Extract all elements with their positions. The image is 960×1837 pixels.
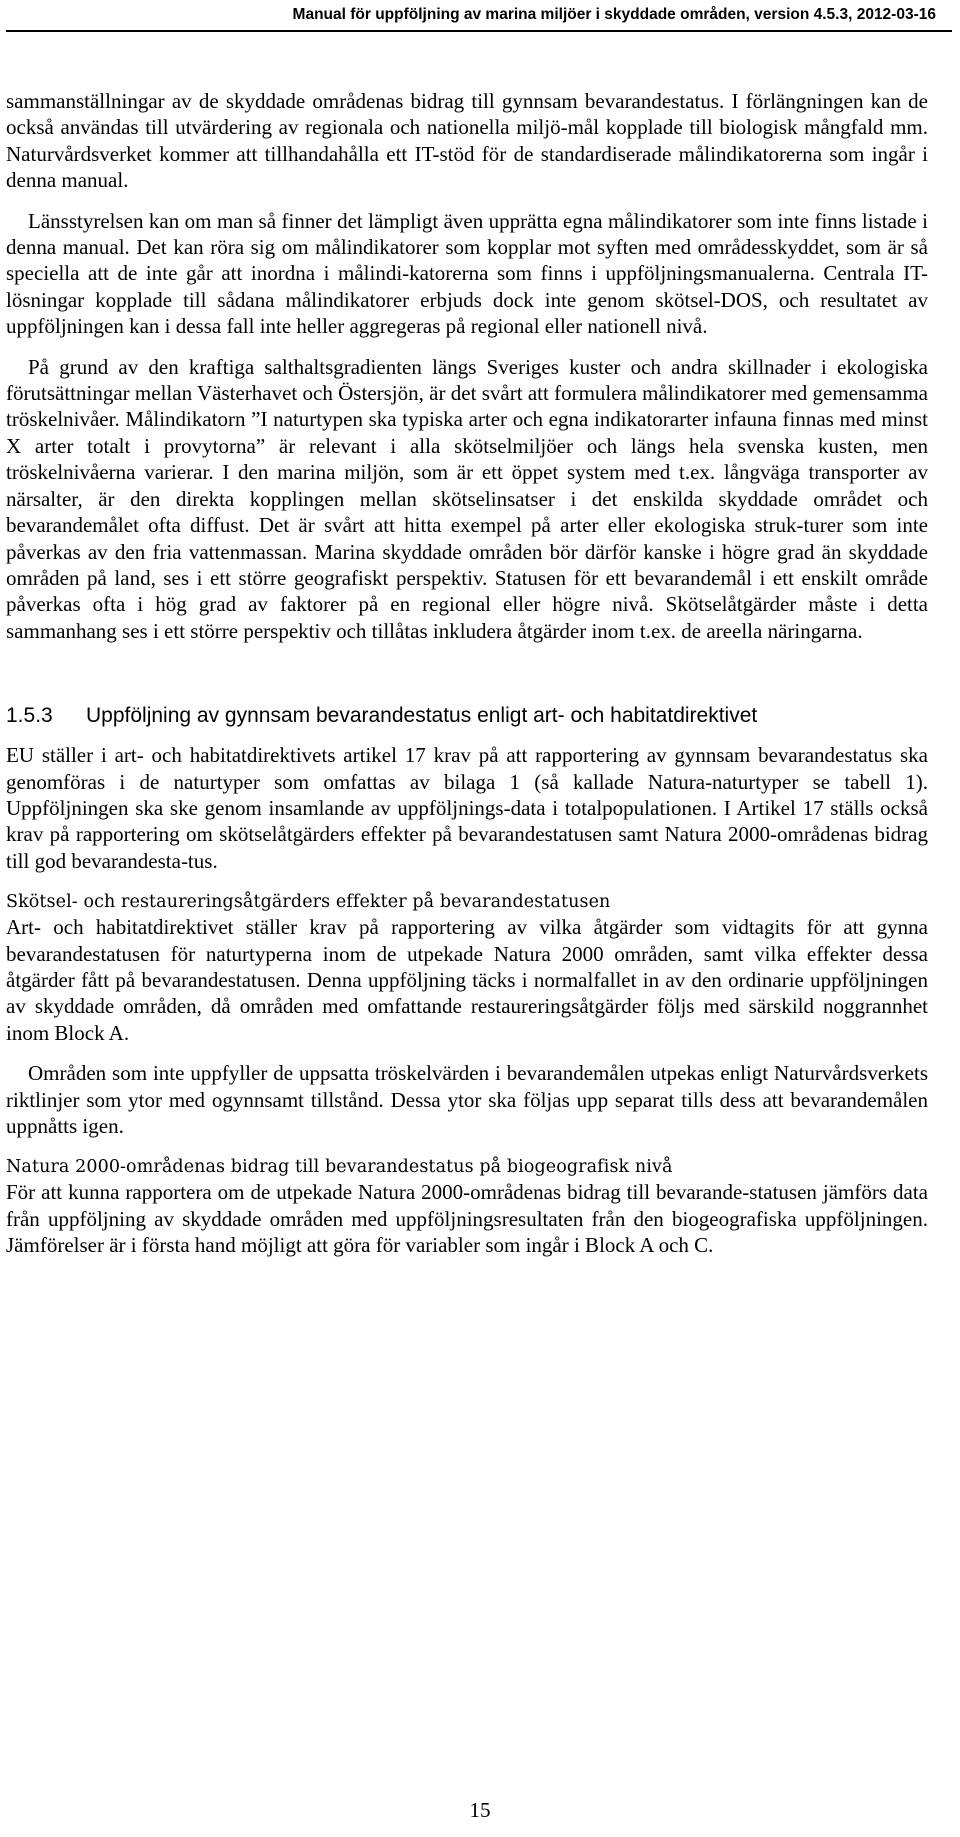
section-title: Uppföljning av gynnsam bevarandestatus enligt art- och habitatdirektivet (86, 704, 758, 728)
section-number: 1.5.3 (6, 704, 53, 728)
paragraph-county-indicators: Länsstyrelsen kan om man så finner det lämpligt även upprätta egna målindikatorer som inte finns listade i denna manual. Det kan röra sig om målindikatorer som kopplar mot syften med områdesskyddet, som är så speciella att de inte går att inordna i målindi-katorerna som finns i uppföljningsmanualerna. Centrala IT-lösningar kopplade till sådana målindikatorer erbjuds dock inte genom skötsel-DOS, och resultatet av uppföljningen kan i dessa fall inte heller aggregeras på regional eller nationell nivå. (6, 208, 928, 339)
paragraph-biogeographic-comparison: För att kunna rapportera om de utpekade Natura 2000-områdenas bidrag till bevarande-statusen jämförs data från uppföljning av skyddade områden med uppföljningsresultaten från den biogeografiska uppföljningen. Jämförelser är i första hand möjligt att göra för variabler som ingår i Block A och C. (6, 1180, 928, 1258)
paragraph-eu-article-17: EU ställer i art- och habitatdirektivets artikel 17 krav på att rapportering av gynnsam bevarandestatus ska genomföras i de naturtyper som omfattas av bilaga 1 (så kallade Natura-naturtyper se tabell 1). Uppföljningen ska ske genom insamlande av uppföljnings-data i totalpopulationen. I Artikel 17 ställs också krav på rapportering om skötselåtgärders effekter på bevarandestatusen samt Natura 2000-områdenas bidrag till god bevarandesta-tus. (6, 743, 928, 873)
page-content (6, 88, 928, 1259)
paragraph-unfavourable-areas: Områden som inte uppfyller de uppsatta tröskelvärden i bevarandemålen utpekas enligt Naturvårdsverkets riktlinjer som ytor med ogynnsamt tillstånd. Dessa ytor ska följas upp separat tills dess att bevarandemålen uppnåtts igen. (6, 1061, 928, 1138)
page-number: 15 (469, 1798, 491, 1822)
running-header: Manual för uppföljning av marina miljöer i skyddade områden, version 4.5.3, 2012-03-16 (292, 6, 936, 23)
paragraph-salinity-gradient: På grund av den kraftiga salthaltsgradienten längs Sveriges kuster och andra skillnader i ekologiska förutsättningar mellan Västerhavet och Östersjön, är det svårt att formulera målindikatorer med gemensamma tröskelnivåer. Målindikatorn ”I naturtypen ska typiska arter och egna indikatorarter infauna finnas med minst X arter totalt i provytorna” är relevant i alla skötselmiljöer och längs hela svenska kusten, men tröskelnivåerna varierar. I den marina miljön, som är ett öppet system med t.ex. långväga transporter av närsalter, är den direkta kopplingen mellan skötselinsatser i det enskilda skyddade området och bevarandemålet ofta diffust. Det är svårt att hitta exempel på arter eller ekologiska struk-turer som inte påverkas av den fria vattenmassan. Marina skyddade områden bör därför kanske i högre grad än skyddade områden på land, ses i ett större geografiskt perspektiv. Statusen för ett bevarandemål i ett enskilt område påverkas ofta i hög grad av faktorer på en regional eller högre nivå. Skötselåtgärder måste i detta sammanhang ses i ett större perspektiv och tillåtas inkludera åtgärder inom t.ex. de areella näringarna. (6, 354, 928, 643)
section-heading (6, 704, 928, 728)
paragraph-restoration-reporting: Art- och habitatdirektivet ställer krav på rapportering av vilka åtgärder som vidtagits för att gynna bevarandestatusen för naturtyperna inom de utpekade Natura 2000 områden, samt vilka effekter dessa åtgärder fått på bevarandestatusen. Denna uppföljning täcks i normalfallet in av den ordinarie uppföljningen av skyddade områden, då områden med omfattande restaureringsåtgärder följs med särskild noggrannhet inom Block A. (6, 915, 928, 1045)
subheading-restoration-effects: Skötsel- och restaureringsåtgärders effekter på bevarandestatusen (6, 892, 611, 913)
header-rule (6, 30, 952, 32)
paragraph-intro-continued: sammanställningar av de skyddade områdenas bidrag till gynnsam bevarandestatus. I förlängningen kan de också användas till utvärdering av regionala och nationella miljö-mål kopplade till biologisk mångfald mm. Naturvårdsverket kommer att tillhandahålla ett IT-stöd för de standardiserade målindikatorerna som ingår i denna manual. (6, 89, 928, 193)
subheading-biogeographic-contribution: Natura 2000-områdenas bidrag till bevarandestatus på biogeografisk nivå (6, 1157, 673, 1178)
